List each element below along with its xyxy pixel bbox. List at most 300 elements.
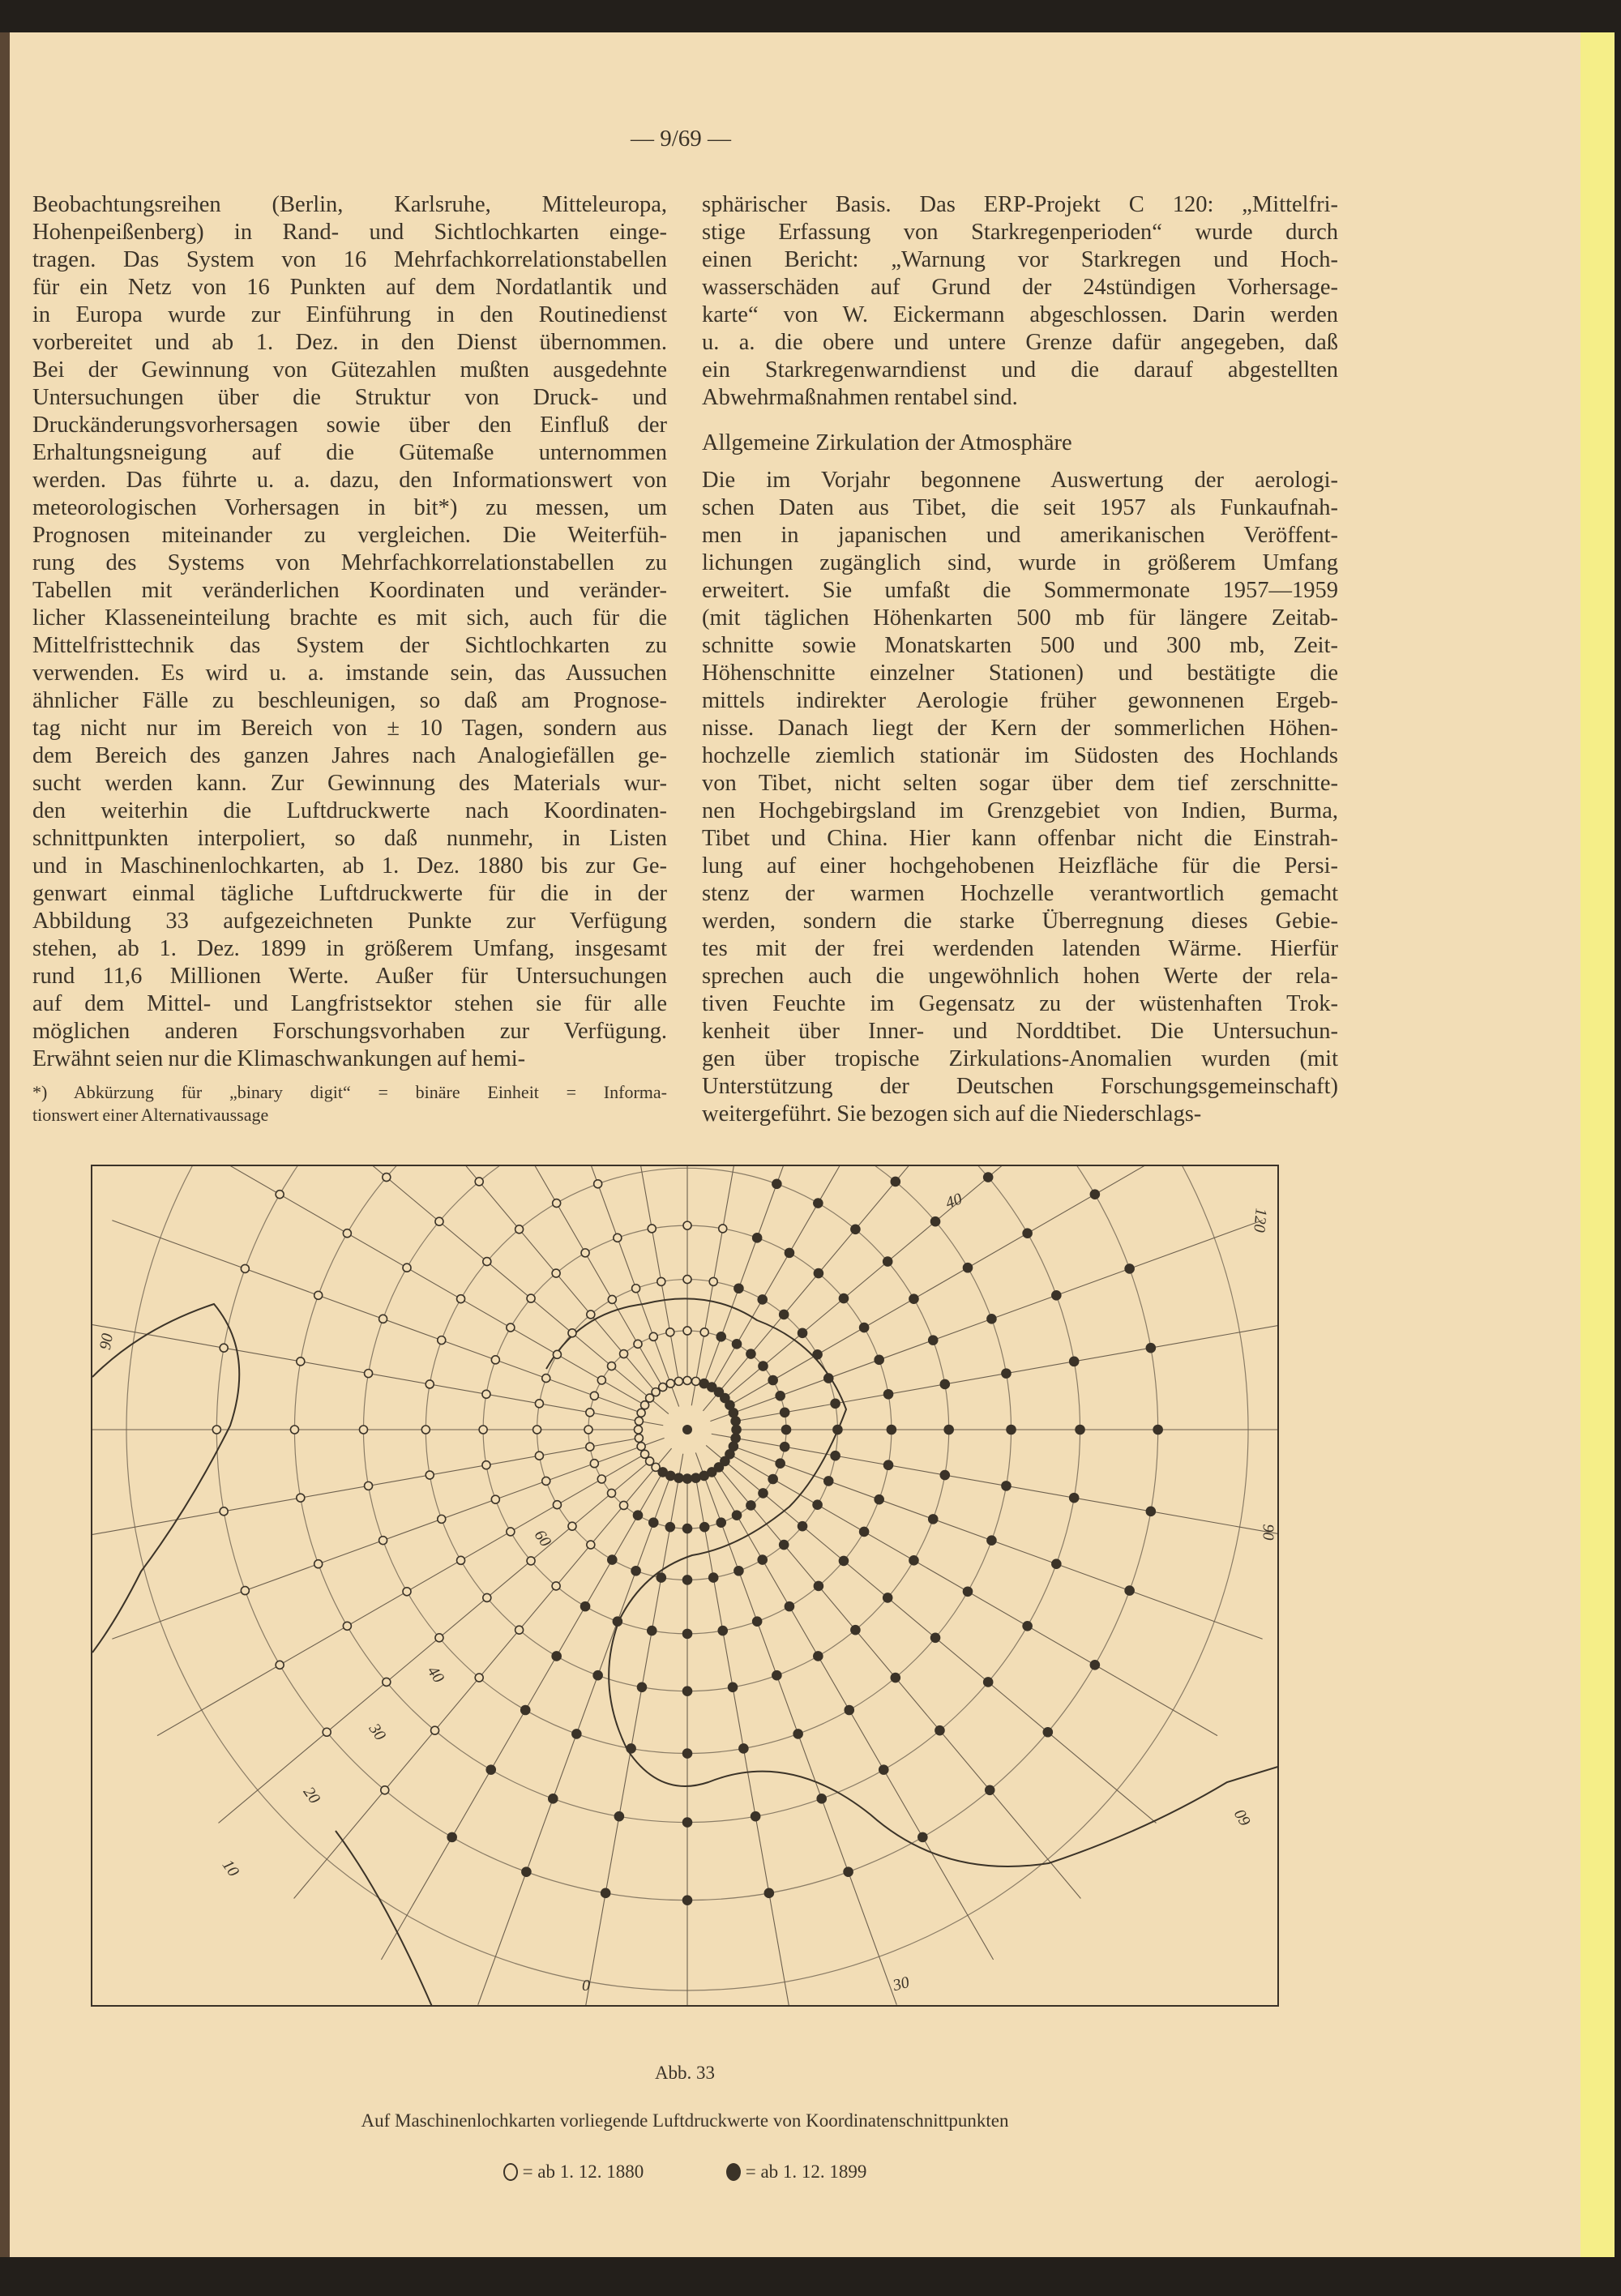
grid-point-filled [1070,1357,1079,1366]
text-line: vorbereitet und ab 1. Dez. in den Dienst übernommen. [32,330,667,355]
text-line: werden. Das führte u. a. dazu, den Informationswert von [32,468,667,493]
text-line: schnittpunkten interpoliert, so daß nunmehr, in Listen [32,826,667,851]
grid-point-filled [521,1706,530,1715]
grid-point-filled [929,1515,938,1524]
grid-point-filled [781,1443,789,1452]
text-line: mittels indirekter Aerologie früher gewonnenen Ergeb- [702,688,1338,713]
text-line: ein Starkregenwarndienst und die darauf abgestellten [702,357,1338,383]
grid-point-filled [601,1888,610,1897]
grid-point-filled [833,1426,842,1434]
grid-point-filled [572,1729,581,1738]
grid-point-filled [758,1295,767,1304]
map-grid [92,1166,1279,2007]
grid-point-open [620,1501,628,1509]
grid-point-open [365,1481,373,1490]
text-line: erweitert. Sie umfaßt die Sommermonate 1957—1959 [702,578,1338,603]
grid-point-filled [884,1390,893,1399]
grid-point-filled [984,1678,993,1687]
grid-point-filled [831,1452,840,1460]
text-line: (mit täglichen Höhenkarten 500 mb für längere Zeitab- [702,605,1338,631]
grid-point-open [657,1277,665,1285]
grid-point-open [482,1390,490,1398]
text-line: Erwähnt seien nur die Klimaschwankungen auf hemi- [32,1046,526,1071]
grid-point-filled [1007,1426,1016,1434]
meridian-line [719,1467,1081,1898]
meridian-line [729,1166,1217,1405]
grid-point-open [491,1356,499,1364]
text-line: gen über tropische Zirkulations-Anomalien wurden (mit [702,1046,1338,1071]
meridian-line [696,1478,794,2007]
map-label: 120 [1250,1207,1270,1234]
grid-point-filled [699,1379,708,1388]
grid-point-filled [608,1555,617,1564]
text-line: sphärischer Basis. Das ERP-Projekt C 120: „Mittelfri- [702,192,1338,217]
map-label: 20 [299,1783,324,1807]
meridian-line [729,1454,1217,1735]
grid-point-filled [875,1495,883,1504]
grid-point-filled [909,1556,918,1565]
grid-point-filled [964,1263,973,1272]
grid-point-open [475,1178,483,1186]
meridian-line [734,1447,1263,1640]
grid-point-filled [887,1426,896,1434]
grid-point-filled [785,1248,793,1257]
grid-point-filled [929,1336,938,1345]
meridian-line [703,1166,1080,1411]
grid-point-open [365,1370,373,1378]
text-line: licher Klasseneinteilung brachte es mit sich, auch für die [32,605,667,631]
grid-point-open [507,1528,515,1536]
meridian-line [706,1445,1156,1823]
grid-point-filled [1023,1229,1032,1238]
grid-point-open [533,1426,541,1434]
grid-point-filled [851,1225,860,1234]
text-line: hochzelle ziemlich stationär im Südosten des Hochlands [702,743,1338,768]
text-line: Abwehrmaßnahmen rentabel sind. [702,385,1018,410]
text-line: den weiterhin die Luftdruckwerte nach Koordinaten- [32,798,667,823]
grid-point-open [535,1400,543,1408]
map-label: 90 [1259,1524,1277,1541]
grid-point-open [634,1340,642,1348]
right-paragraph-1 [702,191,1338,412]
grid-point-open [649,1332,657,1340]
grid-point-open [438,1515,446,1523]
grid-point-filled [909,1294,918,1303]
text-line: sucht werden kann. Zur Gewinnung des Materials wur- [32,771,667,796]
grid-point-filled [746,1501,755,1510]
grid-point-filled [731,1434,740,1443]
page-number: — 9/69 — [630,126,732,152]
text-line: dem Bereich des ganzen Jahres nach Analogiefällen ge- [32,743,667,768]
grid-point-filled [931,1633,940,1642]
grid-point-filled [839,1294,848,1303]
text-line: stehen, ab 1. Dez. 1899 in größerem Umfang, insgesamt [32,936,667,961]
meridian-line [157,1454,645,1735]
yellow-edge-strip [1580,32,1615,2257]
grid-point-filled [753,1234,762,1242]
grid-point-open [515,1626,524,1634]
grid-point-filled [776,1459,785,1468]
grid-point-open [581,1249,589,1257]
section-heading: Allgemeine Zirkulation der Atmosphäre [702,430,1072,455]
grid-point-filled [940,1379,949,1388]
grid-point-filled [746,1349,755,1358]
figure-legend [91,2161,1279,2183]
grid-point-open [590,1460,598,1468]
grid-point-open [379,1537,387,1545]
grid-point-filled [552,1652,561,1661]
grid-point-open [608,1295,616,1303]
grid-point-open [637,1409,645,1417]
text-line: stenz der warmen Hochzelle verantwortlich gemacht [702,881,1338,906]
filled-circle-icon [726,2163,741,2181]
grid-point-open [719,1225,727,1233]
grid-point-open [648,1225,656,1233]
legend-item-filled: = ab 1. 12. 1899 [726,2161,867,2182]
text-line: Tabellen mit veränderlichen Koordinaten und veränder- [32,578,667,603]
page-left-edge [0,32,10,2257]
text-line: genwart einmal tägliche Luftdruckwerte für die in der [32,881,667,906]
grid-point-filled [1090,1190,1099,1199]
grid-point-filled [817,1794,826,1803]
grid-point-open [634,1426,642,1434]
grid-point-filled [879,1765,888,1774]
grid-point-filled [522,1867,531,1876]
grid-point-filled [700,1523,709,1532]
text-line: Abbildung 33 aufgezeichneten Punkte zur Verfügung [32,909,667,934]
grid-point-filled [860,1527,869,1536]
grid-point-filled [813,1350,822,1359]
grid-point-open [683,1376,691,1384]
map-label: 10 [218,1856,243,1880]
text-line: Unterstützung der Deutschen Forschungsgemeinschaft) [702,1074,1338,1099]
grid-point-filled [798,1522,807,1531]
grid-point-filled [891,1177,900,1186]
grid-point-open [403,1263,411,1272]
text-line: und in Maschinenlochkarten, ab 1. Dez. 1880 bis zur Ge- [32,853,667,879]
text-line: tes mit der frei werdenden latenden Wärme. Hierfür [702,936,1338,961]
grid-point-open [383,1174,391,1182]
legend-item-open: = ab 1. 12. 1880 [503,2161,644,2182]
grid-point-filled [768,1475,777,1484]
grid-point-open [666,1328,674,1336]
meridian-line [294,1448,672,1898]
grid-point-open [241,1264,249,1272]
grid-point-filled [739,1744,748,1753]
grid-point-filled [860,1323,869,1332]
grid-point-open [614,1234,622,1242]
grid-point-open [552,1582,560,1590]
text-line: men in japanischen und amerikanischen Veröffent- [702,523,1338,548]
grid-point-open [383,1678,391,1686]
grid-point-open [435,1217,443,1225]
text-line: lichungen zugänglich sind, wurde in größerem Umfang [702,550,1338,575]
right-paragraph-2 [702,467,1338,1128]
grid-point-filled [683,1524,692,1533]
grid-point-open [608,1362,616,1370]
meridian-line [381,1472,662,1960]
text-line: für ein Netz von 16 Punkten auf dem Nordatlantik und [32,275,667,300]
grid-point-filled [733,1340,742,1349]
text-line: nen Hochgebirgsland im Grenzgebiet von Indien, Burma, [702,798,1338,823]
map-label: 60 [530,1526,555,1550]
grid-point-filled [1043,1728,1052,1737]
map-label: 30 [891,1973,912,1995]
grid-point-filled [944,1426,953,1434]
grid-point-open [542,1477,550,1485]
grid-point-filled [447,1832,456,1841]
grid-point-filled [1153,1426,1162,1434]
grid-point-filled [631,1567,640,1576]
text-line: ähnlicher Fälle zu beschleunigen, so daß am Prognose- [32,688,667,713]
grid-point-open [479,1426,487,1434]
grid-point-filled [1052,1291,1061,1300]
text-line: Mittelfristtechnik das System der Sichtlochkarten zu [32,633,667,658]
grid-point-open [527,1294,535,1302]
grid-point-open [527,1557,535,1565]
grid-point-open [683,1276,691,1284]
grid-point-open [483,1258,491,1266]
left-body-text [32,191,667,1073]
grid-point-filled [798,1328,807,1337]
grid-point-open [709,1277,717,1285]
text-line: einen Bericht: „Warnung vor Starkregen und Hoch- [702,247,1338,272]
polar-map-figure [91,1165,1279,2007]
meridian-line [478,1166,679,1407]
text-line: verwenden. Es wird u. a. imstande sein, das Aussuchen [32,661,667,686]
grid-point-open [457,1295,465,1303]
grid-point-filled [718,1627,727,1635]
grid-point-filled [486,1765,495,1774]
grid-point-open [426,1471,434,1479]
grid-point-open [457,1556,465,1564]
grid-point-open [297,1494,305,1502]
coastline [336,1831,433,2007]
meridian-line [157,1166,645,1405]
grid-point-filled [1002,1369,1011,1378]
grid-point-open [597,1475,605,1483]
grid-point-filled [1146,1344,1155,1353]
grid-point-open [586,1409,594,1417]
grid-point-open [212,1426,220,1434]
grid-point-filled [637,1682,646,1691]
meridian-line [712,1434,1279,1536]
grid-point-open [535,1452,543,1460]
grid-point-open [220,1344,228,1352]
grid-point-filled [918,1832,927,1841]
grid-point-filled [772,1179,781,1188]
text-line: kenheit über Inner- und Norddtibet. Die Untersuchun- [702,1019,1338,1044]
grid-point-filled [780,1541,789,1550]
grid-point-open [483,1593,491,1601]
text-line: werden, sondern die starke Überregnung dieses Gebie- [702,909,1338,934]
grid-point-filled [674,1473,683,1482]
text-line: tionswert einer Alternativaussage [32,1105,269,1125]
grid-point-filled [1070,1494,1079,1503]
text-line: nisse. Danach liegt der Kern der sommerlichen Höhen- [702,716,1338,741]
grid-point-open [584,1426,592,1434]
grid-point-filled [633,1511,642,1520]
text-line: u. a. die obere und untere Grenze dafür angegeben, daß [702,330,1338,355]
grid-point-filled [780,1310,789,1319]
text-line: meteorologischen Vorhersagen in bit*) zu messen, um [32,495,667,520]
grid-point-open [553,1350,561,1358]
grid-point-filled [709,1573,718,1582]
map-label: 30 [365,1720,390,1744]
grid-point-filled [883,1593,892,1602]
grid-point-open [323,1728,331,1736]
grid-point-filled [716,1332,725,1341]
text-line: Hohenpeißenberg) in Rand- und Sichtlochkarten einge- [32,220,667,245]
grid-point-filled [824,1374,833,1383]
grid-point-open [666,1379,674,1387]
grid-point-open [590,1392,598,1400]
grid-point-filled [614,1812,623,1821]
grid-point-filled [844,1867,853,1876]
grid-point-filled [781,1408,789,1417]
grid-point-filled [734,1284,743,1293]
grid-point-filled [729,1682,738,1691]
text-line: Prognosen miteinander zu vergleichen. Die Weiterfüh- [32,523,667,548]
grid-point-filled [768,1375,777,1384]
map-label: 40 [943,1190,964,1212]
grid-point-filled [785,1602,793,1611]
grid-point-filled [753,1617,762,1626]
grid-point-open [297,1358,305,1366]
grid-point-filled [1125,1264,1134,1273]
grid-point-open [403,1588,411,1596]
text-line: sprechen auch die ungewöhnlich hohen Werte der rela- [702,964,1338,989]
grid-point-open [683,1221,691,1229]
grid-point-filled [831,1399,840,1408]
grid-point-open [637,1443,645,1451]
grid-point-filled [758,1555,767,1564]
grid-point-filled [733,1511,742,1520]
meridian-line [712,1472,993,1960]
text-line: schen Daten aus Tibet, die seit 1957 als Funkaufnah- [702,495,1338,520]
text-line: Bei der Gewinnung von Gütezahlen mußten ausgedehnte [32,357,667,383]
grid-point-filled [1023,1622,1032,1631]
grid-point-open [314,1560,323,1568]
grid-point-open [381,1786,389,1794]
grid-point-open [491,1495,499,1503]
grid-point-open [290,1426,298,1434]
text-line: Druckänderungsvorhersagen sowie über den Einfluß der [32,413,667,438]
grid-point-open [426,1380,434,1388]
right-column [702,191,1338,1128]
grid-point-filled [648,1627,657,1635]
text-line: weitergeführt. Sie bezogen sich auf die Niederschlags- [702,1101,1202,1127]
grid-point-open [587,1541,595,1549]
left-column [32,191,667,1127]
grid-point-filled [613,1617,622,1626]
grid-point-filled [1146,1507,1155,1516]
text-line: tag nicht nur im Bereich von ± 10 Tagen, sondern aus [32,716,667,741]
grid-point-open [276,1661,284,1669]
text-line: rund 11,6 Millionen Werte. Außer für Untersuchungen [32,964,667,989]
text-line: Die im Vorjahr begonnene Auswertung der aerologi- [702,468,1338,493]
grid-point-filled [814,1199,823,1208]
text-line: tiven Feuchte im Gegensatz zu der wüstenhaften Trok- [702,991,1338,1016]
grid-point-open [542,1375,550,1383]
grid-point-filled [845,1706,853,1715]
grid-point-filled [764,1888,773,1897]
grid-point-open [597,1376,605,1384]
grid-point-filled [1076,1426,1084,1434]
grid-point-open [276,1191,284,1199]
text-line: Tibet und China. Hier kann offenbar nicht die Einstrah- [702,826,1338,851]
grid-point-open [568,1329,576,1337]
grid-point-open [431,1726,439,1734]
text-line: wasserschäden auf Grund der 24stündigen Vorhersage- [702,275,1338,300]
grid-point-filled [691,1473,700,1482]
grid-point-filled [814,1581,823,1590]
grid-point-open [438,1336,446,1345]
grid-point-filled [875,1355,883,1364]
grid-point-filled [683,1896,692,1905]
text-line: von Tibet, nicht selten sogar über dem tief zerschnitte- [702,771,1338,796]
grid-point-open [314,1291,323,1299]
grid-point-open [553,1199,561,1208]
grid-point-filled [734,1567,743,1576]
map-label: 60 [1231,1806,1255,1829]
grid-point-filled [814,1652,823,1661]
open-circle-icon [503,2163,518,2181]
text-line: karte“ von W. Eickermann abgeschlossen. Darin werden [702,302,1338,327]
grid-point-filled [751,1812,760,1821]
grid-point-filled [549,1794,558,1803]
grid-point-filled [683,1474,692,1483]
grid-point-filled [729,1442,738,1451]
grid-point-open [515,1225,524,1234]
text-line: in Europa wurde zur Einführung in den Routinedienst [32,302,667,327]
grid-point-filled [731,1417,740,1426]
text-line: lung auf einer hochgehobenen Heizfläche für die Persi- [702,853,1338,879]
grid-point-filled [940,1471,949,1480]
grid-point-filled [793,1729,802,1738]
grid-point-filled [627,1744,635,1753]
grid-point-open [692,1377,700,1385]
figure-label: Abb. 33 [654,2063,716,2083]
text-line: *) Abkürzung für „binary digit“ = binäre Einheit = Informa- [32,1082,667,1102]
grid-point-filled [884,1460,893,1469]
grid-point-filled [759,1489,768,1498]
grid-point-open [683,1327,691,1335]
grid-point-open [635,1434,643,1443]
grid-point-filled [891,1674,900,1682]
figure-caption: Auf Maschinenlochkarten vorliegende Luftdruckwerte von Koordinatenschnittpunkten [361,2110,1009,2131]
grid-point-filled [1052,1559,1061,1568]
meridian-line [478,1476,671,2005]
meridian-line [92,1323,663,1426]
meridian-line [112,1221,641,1413]
grid-point-open [343,1229,351,1238]
grid-point-filled [814,1269,823,1278]
meridian-line [218,1461,649,1824]
text-line: schnitte sowie Monatskarten 500 und 300 mb, Zeit- [702,633,1338,658]
grid-point-filled [824,1477,833,1486]
grid-point-open [700,1328,708,1336]
grid-point-filled [986,1785,994,1794]
grid-point-filled [839,1556,848,1565]
grid-point-open [641,1401,649,1409]
grid-point-open [635,1417,643,1425]
grid-point-filled [665,1523,674,1532]
grid-point-filled [776,1392,785,1400]
grid-point-filled [782,1426,791,1434]
grid-point-open [343,1622,351,1630]
text-line: tragen. Das System von 16 Mehrfachkorrelationstabellen [32,247,667,272]
